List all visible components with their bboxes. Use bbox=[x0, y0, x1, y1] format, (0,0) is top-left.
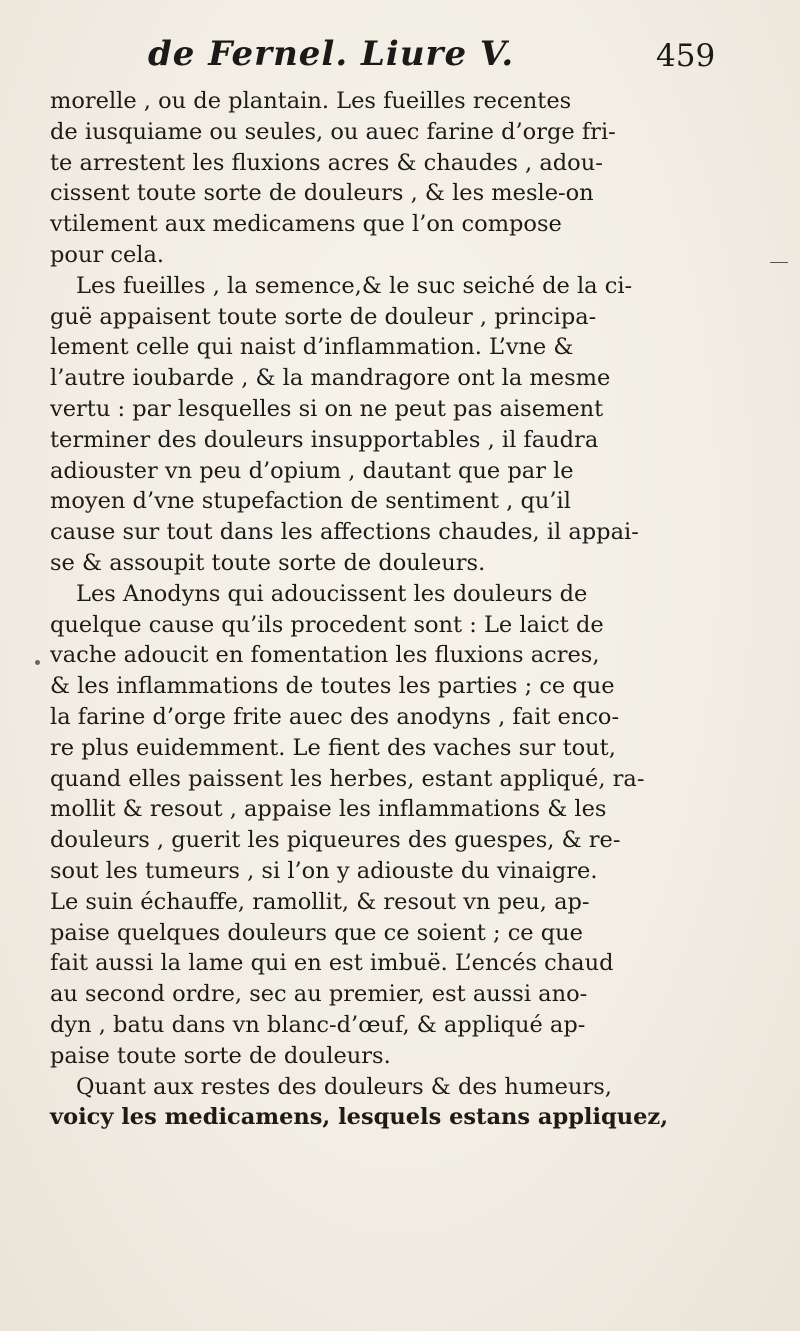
text-line: dyn , batu dans vn blanc-d’œuf, & appliqué ap- bbox=[50, 1011, 586, 1038]
text-line: de iusquiame ou seules, ou auec farine d’orge fri- bbox=[50, 118, 616, 145]
margin-mark bbox=[770, 262, 788, 263]
text-line: te arrestent les fluxions acres & chaudes , adou- bbox=[50, 149, 603, 176]
margin-dot bbox=[35, 660, 40, 665]
text-line: adiouster vn peu d’opium , dautant que par le bbox=[50, 457, 574, 484]
text-line: paise quelques douleurs que ce soient ; ce que bbox=[50, 919, 583, 946]
text-line: la farine d’orge frite auec des anodyns , fait enco- bbox=[50, 703, 620, 730]
text-line: douleurs , guerit les piqueures des guespes, & re- bbox=[50, 827, 621, 854]
text-line: sout les tumeurs , si l’on y adiouste du vinaigre. bbox=[50, 857, 598, 884]
text-line: vertu : par lesquelles si on ne peut pas aisement bbox=[50, 395, 604, 422]
text-line: quelque cause qu’ils procedent sont : Le laict de bbox=[50, 611, 604, 638]
running-title: de Fernel. Liure V. bbox=[148, 34, 515, 74]
text-line: cissent toute sorte de douleurs , & les mesle-on bbox=[50, 180, 594, 207]
text-line: vache adoucit en fomentation les fluxions acres, bbox=[50, 642, 600, 669]
text-line: au second ordre, sec au premier, est aussi ano- bbox=[50, 981, 588, 1008]
text-line: quand elles paissent les herbes, estant appliqué, ra- bbox=[50, 765, 645, 792]
text-line: terminer des douleurs insupportables , il faudra bbox=[50, 426, 599, 453]
text-line: & les inflammations de toutes les parties ; ce que bbox=[50, 673, 615, 700]
text-line: se & assoupit toute sorte de douleurs. bbox=[50, 549, 486, 576]
text-line: morelle , ou de plantain. Les fueilles recentes bbox=[50, 88, 572, 114]
text-line: paise toute sorte de douleurs. bbox=[50, 1042, 391, 1069]
page-number: 459 bbox=[656, 38, 716, 74]
page-header bbox=[0, 22, 800, 82]
text-line: re plus euidemment. Le fient des vaches sur tout, bbox=[50, 734, 616, 761]
paragraph-start-line: Quant aux restes des douleurs & des humeurs, bbox=[76, 1073, 612, 1100]
text-line: l’autre ioubarde , & la mandragore ont la mesme bbox=[50, 365, 611, 392]
text-line: mollit & resout , appaise les inflammations & les bbox=[50, 796, 607, 823]
text-line: cause sur tout dans les affections chaudes, il appai- bbox=[50, 519, 639, 546]
paragraph-start-line: Les fueilles , la semence,& le suc seiché de la ci- bbox=[76, 272, 633, 299]
paragraph-start-line: Les Anodyns qui adoucissent les douleurs de bbox=[76, 580, 588, 607]
text-line: guë appaisent toute sorte de douleur , principa- bbox=[50, 303, 597, 330]
text-line: fait aussi la lame qui en est imbuë. L’encés chaud bbox=[50, 950, 614, 977]
text-line: lement celle qui naist d’inflammation. L’vne & bbox=[50, 334, 574, 361]
body-text bbox=[50, 86, 770, 1133]
text-line: Le suin échauffe, ramollit, & resout vn peu, ap- bbox=[50, 888, 590, 915]
text-line: pour cela. bbox=[50, 241, 165, 268]
text-line: vtilement aux medicamens que l’on compose bbox=[50, 211, 562, 238]
text-line: moyen d’vne stupefaction de sentiment , qu’il bbox=[50, 488, 571, 515]
text-line: voicy les medicamens, lesquels estans appliquez, bbox=[50, 1104, 669, 1131]
